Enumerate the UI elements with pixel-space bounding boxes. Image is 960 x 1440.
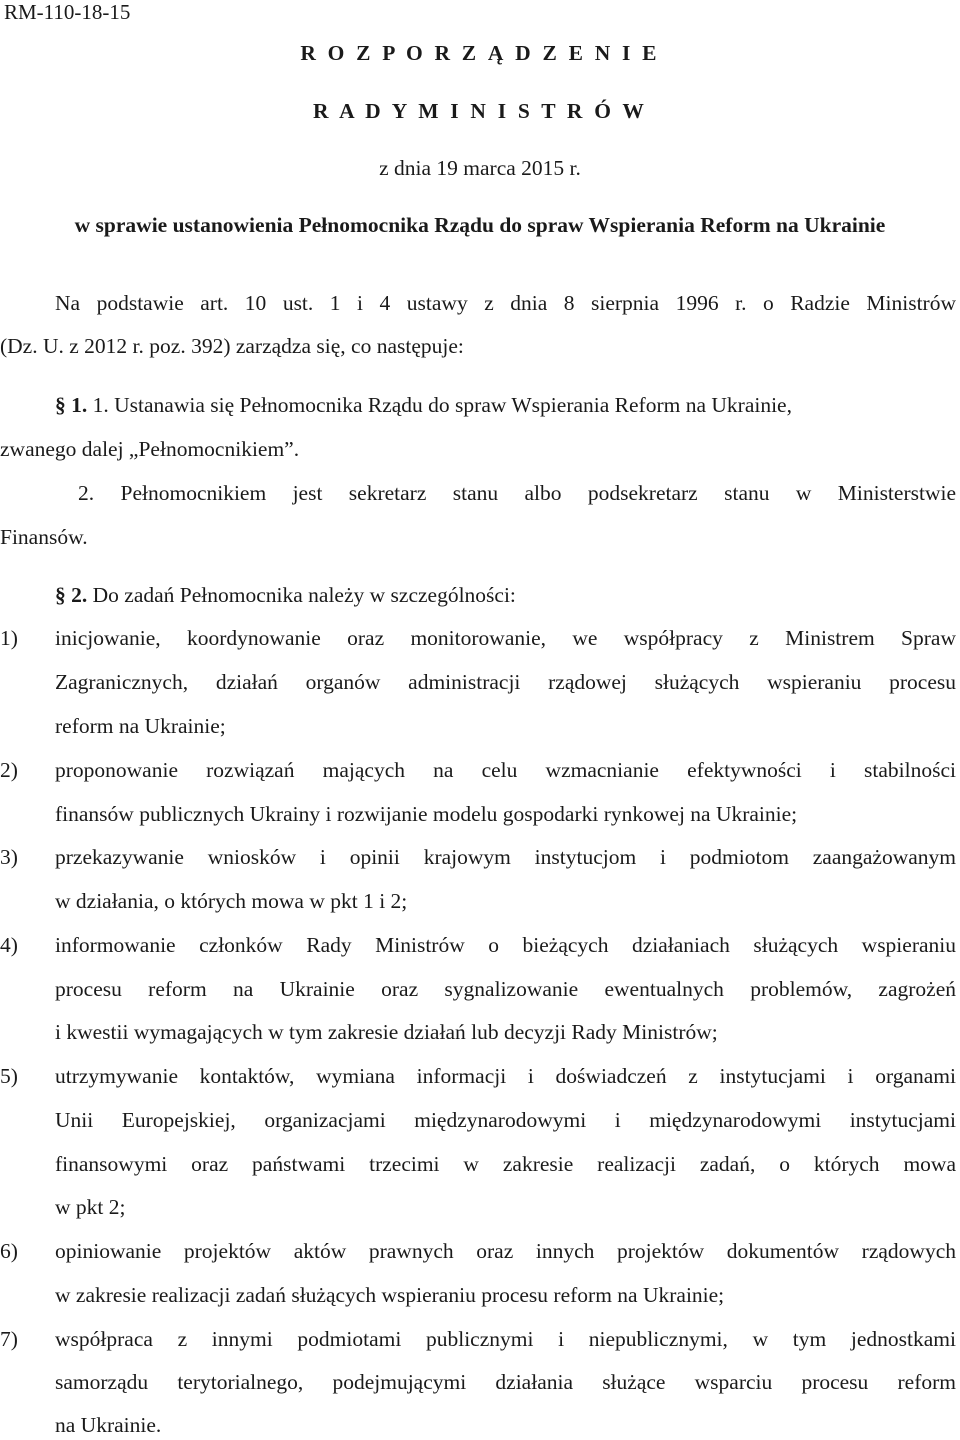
paragraph-1-ust-1-line-1 (55, 390, 956, 420)
list-item-line: opiniowanie projektów aktów prawnych oraz innych projektów dokumentów rządowych (55, 1239, 956, 1263)
paragraph-2-intro-line (55, 580, 516, 610)
list-item-line: informowanie członków Rady Ministrów o bieżących działaniach służących wspieraniu (55, 933, 956, 957)
list-item-line: procesu reform na Ukrainie oraz sygnalizowanie ewentualnych problemów, zagrożeń (55, 977, 956, 1001)
list-item-line: w pkt 2; (55, 1195, 126, 1219)
list-item-line: współpraca z innymi podmiotami publicznymi i niepublicznymi, w tym jednostkami (55, 1327, 956, 1351)
list-item-line: finansowymi oraz państwami trzecimi w zakresie realizacji zadań, o których mowa (55, 1152, 956, 1176)
document-reference: RM-110-18-15 (4, 0, 131, 24)
issuing-authority: R A D Y M I N I S T R Ó W (312, 99, 648, 123)
ust-2-text: Pełnomocnikiem jest sekretarz stanu albo podsekretarz stanu w Ministerstwie (120, 481, 956, 505)
list-item-line: reform na Ukrainie; (55, 714, 226, 738)
list-item-line: utrzymywanie kontaktów, wymiana informacji i doświadczeń z instytucjami i organami (55, 1064, 956, 1088)
list-item-line: na Ukrainie. (55, 1413, 162, 1437)
paragraph-1-marker: § 1. (55, 393, 88, 417)
preamble-line-2: (Dz. U. z 2012 r. poz. 392) zarządza się, co następuje: (0, 334, 464, 358)
list-item-number: 5) (0, 1064, 18, 1088)
ust-1-text: Ustanawia się Pełnomocnika Rządu do spraw Wspierania Reform na Ukrainie, (114, 393, 792, 417)
list-item-line: przekazywanie wniosków i opinii krajowym instytucjom i podmiotom zaangażowanym (55, 845, 956, 869)
document-date: z dnia 19 marca 2015 r. (379, 156, 581, 180)
list-item-line: i kwestii wymagających w tym zakresie działań lub decyzji Rady Ministrów; (55, 1020, 718, 1044)
paragraph-2-intro: Do zadań Pełnomocnika należy w szczególności: (92, 583, 516, 607)
list-item-number: 6) (0, 1239, 18, 1263)
list-item-line: finansów publicznych Ukrainy i rozwijanie modelu gospodarki rynkowej na Ukrainie; (55, 802, 798, 826)
paragraph-1-ust-1-line-2: zwanego dalej „Pełnomocnikiem”. (0, 437, 300, 461)
list-item-line: inicjowanie, koordynowanie oraz monitorowanie, we współpracy z Ministrem Spraw (55, 626, 956, 650)
ust-1-number: 1. (92, 393, 109, 417)
list-item-number: 7) (0, 1327, 18, 1351)
list-item-line: w zakresie realizacji zadań służących wspieraniu procesu reform na Ukrainie; (55, 1283, 725, 1307)
list-item-line: w działania, o których mowa w pkt 1 i 2; (55, 889, 408, 913)
paragraph-2-marker: § 2. (55, 583, 88, 607)
document-title: R O Z P O R Z Ą D Z E N I E (300, 41, 660, 65)
preamble-line-1: Na podstawie art. 10 ust. 1 i 4 ustawy z dnia 8 sierpnia 1996 r. o Radzie Ministrów (55, 291, 956, 315)
list-item-line: Unii Europejskiej, organizacjami międzynarodowymi i międzynarodowymi instytucjami (55, 1108, 956, 1132)
list-item-line: Zagranicznych, działań organów administracji rządowej służących wspieraniu procesu (55, 670, 956, 694)
list-item-line: proponowanie rozwiązań mających na celu wzmacnianie efektywności i stabilności (55, 758, 956, 782)
list-item-number: 1) (0, 626, 18, 650)
list-item-number: 2) (0, 758, 18, 782)
document-subject: w sprawie ustanowienia Pełnomocnika Rządu do spraw Wspierania Reform na Ukrainie (74, 213, 886, 237)
list-item-number: 4) (0, 933, 18, 957)
ust-2-number: 2. (78, 481, 95, 505)
list-item-line: samorządu terytorialnego, podejmującymi działania służące wsparciu procesu reform (55, 1370, 956, 1394)
paragraph-1-ust-2-line-2: Finansów. (0, 525, 88, 549)
list-item-number: 3) (0, 845, 18, 869)
paragraph-1-ust-2-line-1 (78, 478, 956, 508)
